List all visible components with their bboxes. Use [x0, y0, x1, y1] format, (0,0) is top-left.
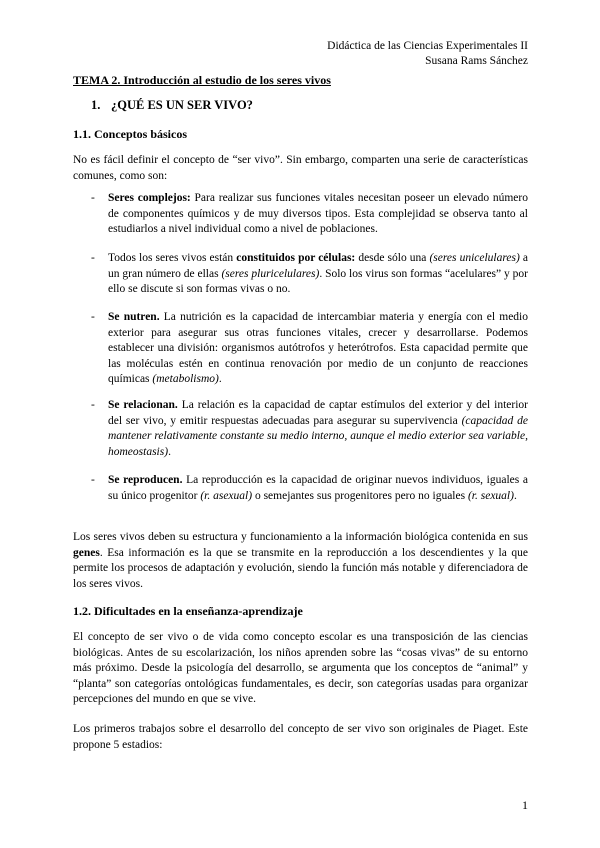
page-number: 1: [522, 798, 528, 812]
bullet-dash: -: [91, 311, 95, 323]
subsection-title-2: 1.2. Dificultades en la enseñanza-aprendizaje: [73, 604, 303, 618]
list-item-nutrition: - Se nutren. La nutrición es la capacidad de intercambiar materia y energía con el medio exterior para asegurar sus otras funciones vitales, crecer y desarrollarse. Podemos establecer una división: organismos autótrofos y heterótrofos. Esta capacidad permite que las moléculas estén en continua renovación por medio de un conjunto de reacciones químicas (metabolismo).: [91, 311, 528, 385]
difficulties-paragraph: El concepto de ser vivo o de vida como concepto escolar es una transposición de las ciencias biológicas. Antes de su escolarización, los niños aprenden sobre las “cosas vivas” de su entorno más próximo. Desde la psicología del desarrollo, se argumenta que los conceptos de “animal” y “planta” son categorías ontológicas fundamentales, es decir, son categorías usadas para organizar percepciones del mundo en que se vive.: [73, 631, 528, 705]
genes-paragraph: Los seres vivos deben su estructura y funcionamiento a la información biológica contenida en sus genes. Esa información es la que se transmite en la reproducción a los descendientes y la que permite los procesos de adaptación y evolución, siendo la función más notable y diferenciadora de los seres vivos.: [73, 531, 528, 590]
list-item-cells: - Todos los seres vivos están constituidos por células: desde sólo una (seres unicelulares) a un gran número de ellas (seres pluricelulares). Solo los virus son formas “acelulares” y por ello se discute si son formas vivas o no.: [91, 252, 528, 295]
header-course: Didáctica de las Ciencias Experimentales II: [327, 40, 528, 52]
section-number: 1.: [91, 98, 101, 112]
section-heading: [91, 98, 253, 113]
intro-paragraph: No es fácil definir el concepto de “ser vivo”. Sin embargo, comparten una serie de características comunes, como son:: [73, 154, 528, 182]
topic-title: TEMA 2. Introducción al estudio de los seres vivos: [73, 73, 331, 87]
header-author: Susana Rams Sánchez: [425, 55, 528, 67]
list-item-complex: - Seres complejos: Para realizar sus funciones vitales necesitan poseer un elevado número de componentes químicos y de muy diversos tipos. Esta complejidad se observa tanto al estudiarlos a nivel individual como a nivel de poblaciones.: [91, 192, 528, 235]
list-item-reproduction: - Se reproducen. La reproducción es la capacidad de originar nuevos individuos, iguales a su único progenitor (r. asexual) o semejantes sus progenitores pero no iguales (r. sexual).: [91, 474, 528, 502]
piaget-paragraph: Los primeros trabajos sobre el desarrollo del concepto de ser vivo son originales de Piaget. Este propone 5 estadios:: [73, 723, 528, 751]
bullet-dash: -: [91, 399, 95, 411]
section-title: ¿QUÉ ES UN SER VIVO?: [111, 98, 253, 112]
list-item-relation: - Se relacionan. La relación es la capacidad de captar estímulos del exterior y del interior del ser vivo, y emitir respuestas adecuadas para asegurar su supervivencia (capacidad de mantener relativamente constante su medio interno, aunque el medio exterior sea variable, homeostasis).: [91, 399, 529, 458]
bullet-dash: -: [91, 252, 95, 264]
bullet-dash: -: [91, 192, 95, 204]
running-header: [327, 39, 528, 69]
bullet-dash: -: [91, 474, 95, 486]
subsection-title-1: 1.1. Conceptos básicos: [73, 127, 188, 141]
